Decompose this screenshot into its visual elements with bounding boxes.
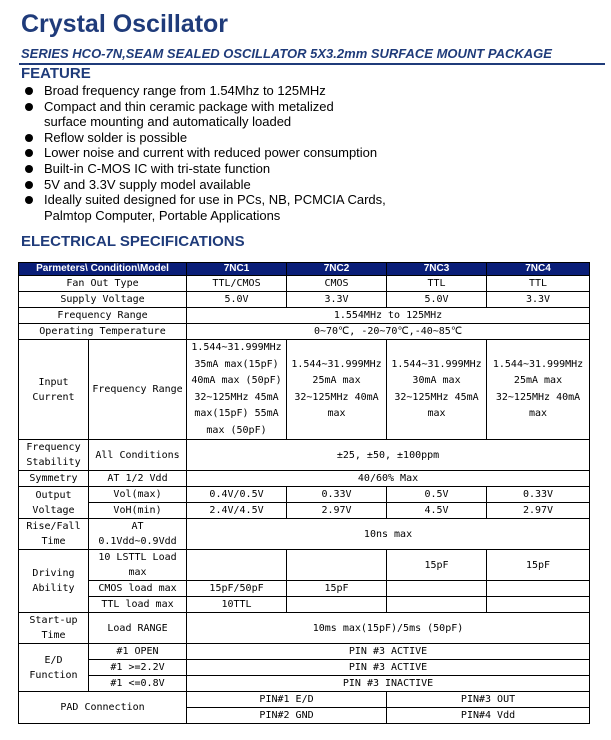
cell-value: 5.0V: [187, 292, 287, 308]
table-row: [19, 276, 590, 292]
cell-value: 3.3V: [487, 292, 590, 308]
cell-value: 2.97V: [287, 503, 387, 519]
header-7nc2: 7NC2: [287, 263, 387, 276]
table-row: [19, 292, 590, 308]
cell-value: 15pF: [487, 550, 590, 581]
table-row: [19, 503, 590, 519]
cell-value: TTL: [487, 276, 590, 292]
feature-text: Broad frequency range from 1.54Mhz to 125MHz: [44, 83, 326, 98]
condition-label: [89, 644, 187, 660]
cell-value: [187, 550, 287, 581]
feature-item: [22, 161, 582, 177]
param-label: Supply Voltage: [19, 292, 187, 308]
header-param: Parmeters\ Condition\Model: [19, 263, 187, 276]
cell-value: 1.554MHz to 125MHz: [187, 308, 590, 324]
table-row: [19, 440, 590, 471]
pin-condition: >=2.2V: [128, 662, 165, 673]
bullet-icon: [25, 181, 33, 189]
condition-label: 10 LSTTL Load max: [89, 550, 187, 581]
cell-value: PIN#2 GND: [187, 708, 387, 724]
condition-label: AT 1/2 Vdd: [89, 471, 187, 487]
table-row: [19, 519, 590, 550]
table-header-row: [19, 263, 590, 276]
header-7nc4: 7NC4: [487, 263, 590, 276]
feature-item: [22, 177, 582, 193]
pin-label: #1: [110, 678, 123, 689]
param-label: Symmetry: [19, 471, 89, 487]
cell-value: ±25, ±50, ±100ppm: [187, 440, 590, 471]
param-label: Start-up Time: [19, 613, 89, 644]
pin-condition: OPEN: [134, 646, 159, 657]
feature-text: Compact and thin ceramic package with metalized surface mounting and automatically loaded: [44, 98, 334, 130]
param-label: Rise/Fall Time: [19, 519, 89, 550]
feature-heading: FEATURE: [21, 65, 91, 82]
pin-label: #1: [116, 646, 129, 657]
condition-label: [89, 676, 187, 692]
table-row: [19, 613, 590, 644]
title-rule: [19, 63, 605, 65]
param-label: Operating Temperature: [19, 324, 187, 340]
cell-value: 3.3V: [287, 292, 387, 308]
pin-label: #1: [110, 662, 123, 673]
feature-text: Reflow solder is possible: [44, 129, 188, 145]
cell-value: 1.544~31.999MHz 35mA max(15pF) 40mA max (50pF) 32~125MHz 45mA max(15pF) 55mA max (50pF): [187, 340, 287, 440]
table-row: [19, 676, 590, 692]
feature-text: Lower noise and current with reduced power consumption: [44, 145, 378, 161]
condition-label: Vol(max): [89, 487, 187, 503]
cell-value: 2.97V: [487, 503, 590, 519]
pin-condition: <=0.8V: [128, 678, 165, 689]
param-label: Driving Ability: [19, 550, 89, 613]
table-row: [19, 581, 590, 597]
feature-item: [22, 145, 582, 161]
bullet-icon: [25, 149, 33, 157]
cell-value: 5.0V: [387, 292, 487, 308]
electrical-heading: ELECTRICAL SPECIFICATIONS: [21, 233, 245, 250]
bullet-icon: [25, 103, 33, 111]
cell-value: [487, 597, 590, 613]
feature-list: [22, 83, 582, 223]
cell-value: 40/60% Max: [187, 471, 590, 487]
condition-label: Frequency Range: [89, 340, 187, 440]
cell-value: PIN#3 OUT: [387, 692, 590, 708]
table-row: [19, 644, 590, 660]
param-label: PAD Connection: [19, 692, 187, 724]
cell-value: 4.5V: [387, 503, 487, 519]
feature-text: Ideally suited designed for use in PCs, NB, PCMCIA Cards, Palmtop Computer, Portable Applications: [44, 192, 386, 223]
feature-text: 5V and 3.3V supply model available: [44, 176, 251, 192]
cell-value: [387, 581, 487, 597]
cell-value: TTL/CMOS: [187, 276, 287, 292]
spec-table: [18, 262, 590, 724]
page-subtitle: SERIES HCO-7N,SEAM SEALED OSCILLATOR 5X3.2mm SURFACE MOUNT PACKAGE: [21, 46, 552, 61]
condition-label: All Conditions: [89, 440, 187, 471]
param-label: Frequency Stability: [19, 440, 89, 471]
cell-value: [287, 597, 387, 613]
param-label: Frequency Range: [19, 308, 187, 324]
table-row: [19, 471, 590, 487]
cell-value: 1.544~31.999MHz 25mA max 32~125MHz 40mA max: [287, 340, 387, 440]
table-row: [19, 597, 590, 613]
condition-label: TTL load max: [89, 597, 187, 613]
condition-label: [89, 660, 187, 676]
feature-item: [22, 99, 582, 130]
cell-value: TTL: [387, 276, 487, 292]
cell-value: PIN #3 ACTIVE: [187, 660, 590, 676]
header-7nc3: 7NC3: [387, 263, 487, 276]
cell-value: PIN#4 Vdd: [387, 708, 590, 724]
cell-value: 0.33V: [487, 487, 590, 503]
bullet-icon: [25, 196, 33, 204]
cell-value: 15pF: [287, 581, 387, 597]
condition-label: AT 0.1Vdd~0.9Vdd: [89, 519, 187, 550]
feature-item: [22, 130, 582, 146]
cell-value: [487, 581, 590, 597]
cell-value: 1.544~31.999MHz 25mA max 32~125MHz 40mA max: [487, 340, 590, 440]
table-row: [19, 487, 590, 503]
feature-item: [22, 192, 582, 223]
table-row: [19, 692, 590, 708]
cell-value: CMOS: [287, 276, 387, 292]
cell-value: 10TTL: [187, 597, 287, 613]
cell-value: [287, 550, 387, 581]
cell-value: 10ms max(15pF)/5ms (50pF): [187, 613, 590, 644]
cell-value: 15pF/50pF: [187, 581, 287, 597]
param-label: Input Current: [19, 340, 89, 440]
feature-item: [22, 83, 582, 99]
table-row: [19, 550, 590, 581]
cell-value: 2.4V/4.5V: [187, 503, 287, 519]
bullet-icon: [25, 134, 33, 142]
bullet-icon: [25, 87, 33, 95]
cell-value: [387, 597, 487, 613]
param-label: E/D Function: [19, 644, 89, 692]
table-row: [19, 308, 590, 324]
param-label: Fan Out Type: [19, 276, 187, 292]
cell-value: 1.544~31.999MHz 30mA max 32~125MHz 45mA max: [387, 340, 487, 440]
condition-label: VoH(min): [89, 503, 187, 519]
cell-value: 10ns max: [187, 519, 590, 550]
table-row: [19, 324, 590, 340]
cell-value: 0.4V/0.5V: [187, 487, 287, 503]
page-title: Crystal Oscillator: [21, 10, 229, 38]
cell-value: PIN #3 INACTIVE: [187, 676, 590, 692]
cell-value: PIN#1 E/D: [187, 692, 387, 708]
cell-value: 15pF: [387, 550, 487, 581]
cell-value: 0~70℃, -20~70℃,-40~85℃: [187, 324, 590, 340]
cell-value: PIN #3 ACTIVE: [187, 644, 590, 660]
condition-label: CMOS load max: [89, 581, 187, 597]
bullet-icon: [25, 165, 33, 173]
header-7nc1: 7NC1: [187, 263, 287, 276]
feature-text: Built-in C-MOS IC with tri-state function: [44, 160, 271, 176]
table-row: [19, 340, 590, 440]
condition-label: Load RANGE: [89, 613, 187, 644]
table-row: [19, 660, 590, 676]
param-label: Output Voltage: [19, 487, 89, 519]
cell-value: 0.5V: [387, 487, 487, 503]
cell-value: 0.33V: [287, 487, 387, 503]
